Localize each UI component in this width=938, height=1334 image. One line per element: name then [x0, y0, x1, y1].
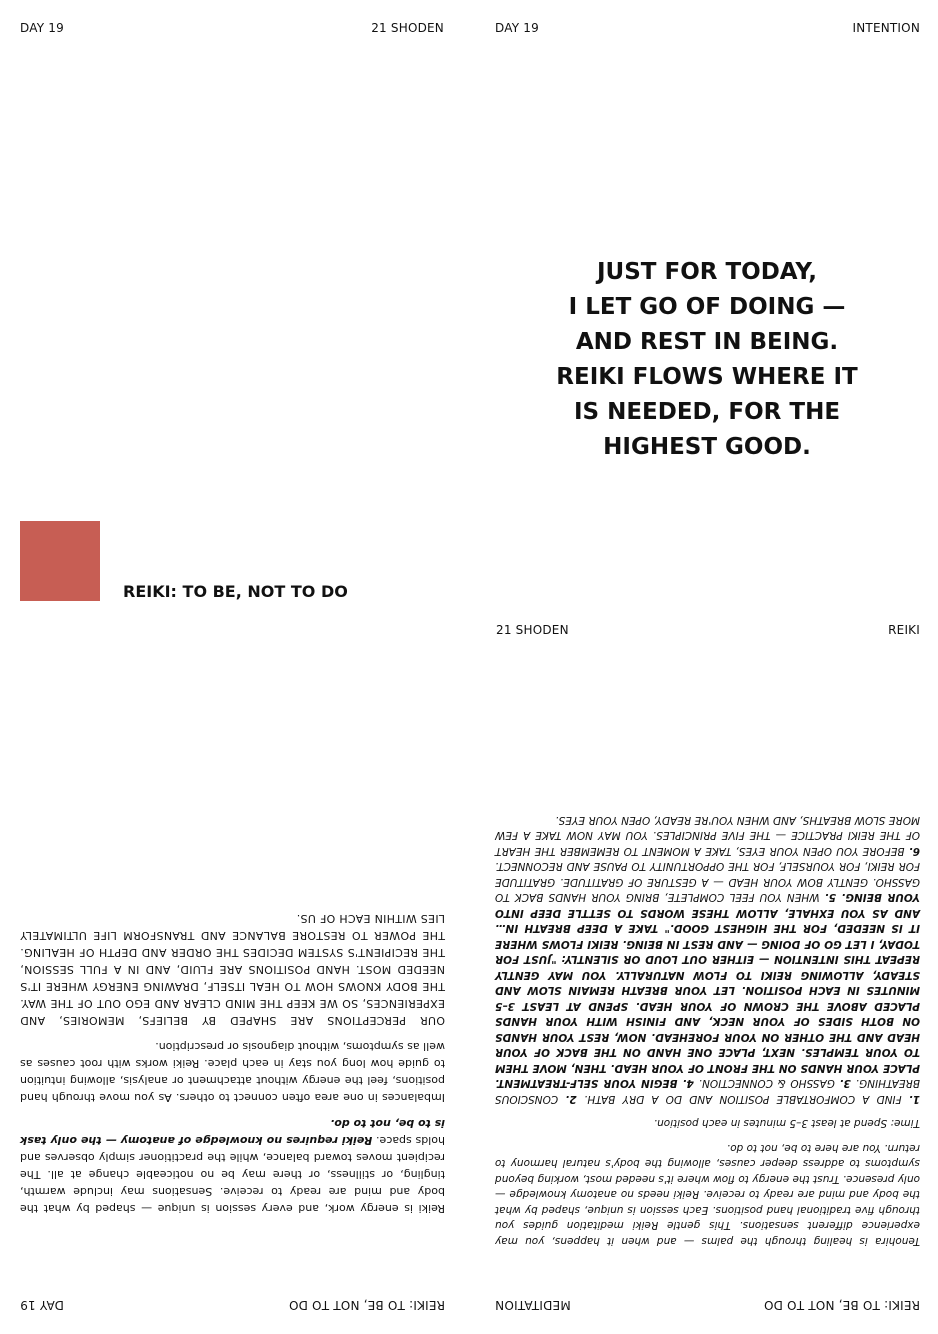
- step-number: 4.: [682, 1077, 699, 1090]
- article-paragraph: [20, 1115, 445, 1217]
- meditation-intro: Tenohira is healing through the palms — and when it happens, you may experience different sensations. This gentle Reiki meditation guides you through five traditional hand positions. Each session is unique, shaped by what the body and mind are ready to receive. Reiki needs no anatomy knowledge — only presence. Trust the energy to flow where it's needed most, working beyond symptoms to address deeper causes, allowing the body's natural harmony to return. You are here to be, not to do.: [495, 1142, 920, 1247]
- footer-title: REIKI: TO BE, NOT TO DO: [763, 1298, 920, 1312]
- quote-line: AND REST IN BEING.: [575, 329, 839, 355]
- step-text: BEGIN YOUR SELF-TREATMENT. PLACE YOUR HANDS ON THE FRONT OF YOUR HEAD. THEN, MOVE THEM TO YOUR TEMPLES. NEXT, PLACE ONE HAND ON THE BACK OF YOUR HEAD AND THE OTHER ON YOUR FOREHEAD. NOW, REST YOUR HANDS ON BOTH SIDES OF YOUR NECK, AND FINISH WITH YOUR HANDS PLACED ABOVE THE CROWN OF YOUR HEAD. SPEND AT LEAST 3–5 MINUTES IN EACH POSITION. LET YOUR BREATH REMAIN SLOW AND STEADY, ALLOWING REIKI TO FLOW NATURALLY. YOU MAY GENTLY REPEAT THIS INTENTION — EITHER OUT LOUD OR SILENTLY: "JUST FOR TODAY, I LET GO OF DOING — AND REST IN BEING. REIKI FLOWS WHERE IT IS NEEDED, FOR THE HIGHEST GOOD." TAKE A DEEP BREATH IN… AND AS YOU EXHALE, ALLOW THESE WORDS TO SETTLE DEEP INTO YOUR BEING.: [494, 891, 920, 1090]
- quote-line: I LET GO OF DOING —: [568, 294, 846, 320]
- day-label: DAY 19: [20, 21, 64, 35]
- step-text: GASSHO & CONNECTION.: [698, 1077, 840, 1090]
- step-text: WHEN YOU FEEL COMPLETE, BRING YOUR HANDS BACK TO GASSHO. GENTLY BOW YOUR HEAD — A GESTURE OF GRATITUDE. GRATITUDE FOR REIKI, FOR YOURSELF, FOR THE OPPORTUNITY TO PAUSE AND RECONNECT.: [495, 860, 920, 904]
- quote-line: JUST FOR TODAY,: [597, 259, 817, 285]
- article-text: Reiki is energy work, and every session is unique — shaped by what the body and mind are ready to receive. Sensations may include warmth, tingling, or stillness, or there may be no noticeable change at all. The recipient moves toward balance, while the practitioner simply observes and holds space.: [20, 1134, 445, 1215]
- step-number: 5.: [824, 891, 842, 904]
- footer-left-flipped: [20, 1296, 445, 1312]
- step-number: 1.: [908, 1093, 920, 1105]
- day-label: DAY 19: [495, 21, 539, 35]
- footer-title: REIKI: TO BE, NOT TO DO: [288, 1298, 445, 1312]
- meditation-time: Time: Spend at least 3–5 minutes in each position.: [653, 1117, 920, 1130]
- step-number: 6.: [908, 845, 920, 857]
- article-emphasis: Reiki requires no knowledge of anatomy — the only task is to be, not to do.: [19, 1117, 445, 1147]
- footer-topic: MEDITATION: [495, 1298, 571, 1312]
- section-label: INTENTION: [852, 21, 920, 35]
- color-swatch: [20, 521, 100, 601]
- quote-line: HIGHEST GOOD.: [603, 434, 811, 460]
- cover-title: REIKI: TO BE, NOT TO DO: [123, 582, 348, 601]
- section-label: 21 SHODEN: [371, 21, 444, 35]
- quote-line: REIKI FLOWS WHERE IT: [556, 364, 858, 390]
- section-label: 21 SHODEN: [496, 623, 569, 637]
- intention-quote: [532, 255, 882, 465]
- article-paragraph: OUR PERCEPTIONS ARE SHAPED BY BELIEFS, MEMORIES, AND EXPERIENCES, SO WE KEEP THE MIND CLEAR AND EGO OUT OF THE WAY. THE BODY KNOWS HOW TO HEAL ITSELF, DRAWING ENERGY WHERE IT'S NEEDED MOST. HAND POSITIONS ARE FLUID, AND IN A FULL SESSION, THE RECIPIENT'S SYSTEM DECIDES THE ORDER AND DEPTH OF HEALING. THE POWER TO RESTORE BALANCE AND TRANSFORM LIFE ULTIMATELY LIES WITHIN EACH OF US.: [20, 912, 445, 1027]
- step-text: BEFORE YOU OPEN YOUR EYES, TAKE A MOMENT TO REMEMBER THE HEART OF THE REIKI PRACTICE — THE FIVE PRINCIPLES. YOU MAY NOW TAKE A FEW MORE SLOW BREATHS, AND WHEN YOU'RE READY, OPEN YOUR EYES.: [495, 814, 920, 857]
- step-number: 2.: [565, 1093, 585, 1105]
- footer-day: DAY 19: [20, 1298, 64, 1312]
- step-number: 3.: [839, 1077, 856, 1090]
- topic-label: REIKI: [888, 623, 920, 637]
- quote-line: IS NEEDED, FOR THE: [573, 399, 841, 425]
- meditation-steps: [495, 812, 920, 1107]
- step-text: FIND A COMFORTABLE POSITION AND DO A DRY BATH.: [584, 1093, 909, 1105]
- article-paragraph: Imbalances in one area often connect to others. As you move through hand positions, feel the energy without attachment or analysis, allowing intuition to guide how long you stay in each place. Reiki works with root causes as well as symptoms, without diagnosis or prescription.: [20, 1040, 445, 1104]
- meditation-body-flipped: [495, 728, 920, 1248]
- step-text: CONSCIOUS BREATHING.: [494, 1077, 920, 1105]
- footer-right-flipped: [495, 1296, 920, 1312]
- article-body-flipped: [20, 845, 445, 1217]
